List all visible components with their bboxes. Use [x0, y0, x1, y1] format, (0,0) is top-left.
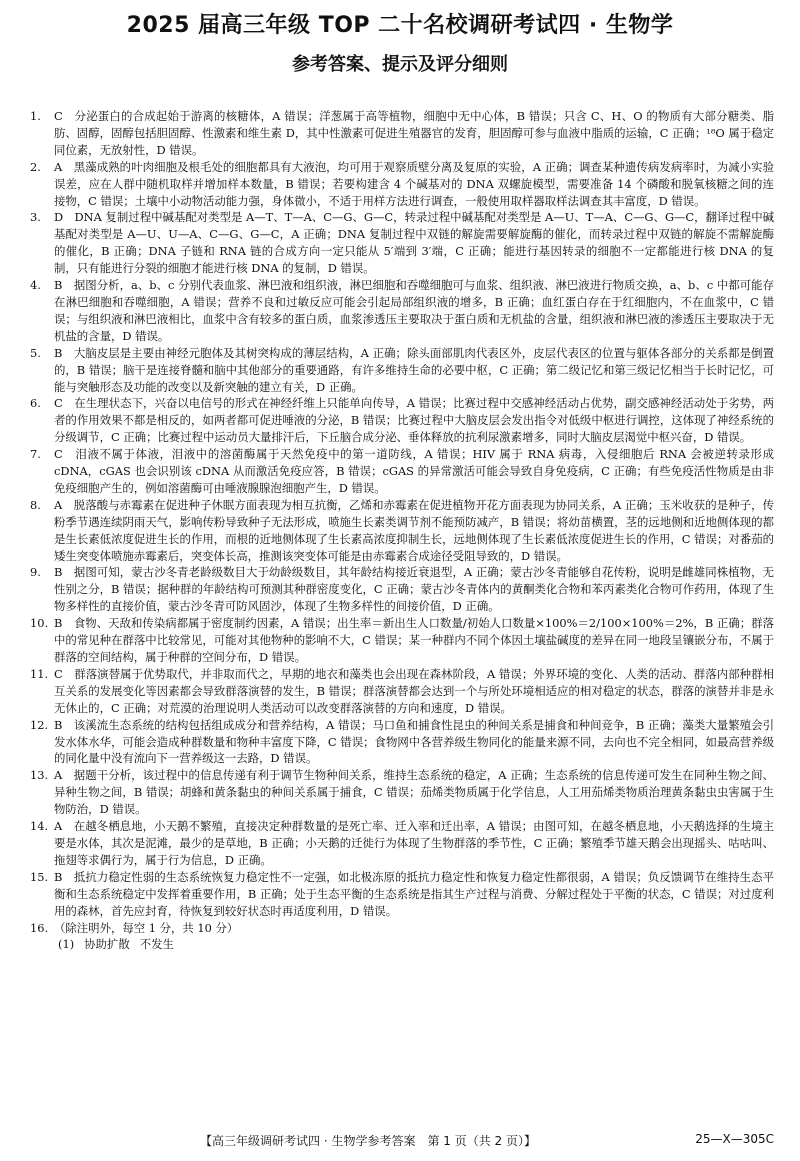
- sub-answer-blank-2: 不发生: [139, 937, 174, 952]
- page-subtitle: 参考答案、提示及评分细则: [292, 54, 508, 75]
- answer-item-13: [30, 767, 774, 818]
- sub-answer-label: (1): [58, 937, 75, 952]
- answer-text: C 泪液不属于体液，泪液中的溶菌酶属于天然免疫中的第一道防线，A 错误；HIV 属于 RNA 病毒，入侵细胞后 RNA 会被逆转录形成 cDNA，cGAS 也会识别该 cDNA 从而激活免疫应答，B 错误；cGAS 的异常激活可能会导致自身免疫病，C 正确；有些免疫活性物质是由非免疫细胞产生的，例如溶菌酶可由唾液腺腺泡细胞产生，D 错误。: [54, 447, 774, 495]
- answer-text: C 分泌蛋白的合成起始于游离的核糖体，A 错误；洋葱属于高等植物，细胞中无中心体，B 错误；只含 C、H、O 的物质有大部分糖类、脂肪、固醇，固醇包括胆固醇、性激素和维生素 D，其中性激素可促进生殖器官的发育，胆固醇可参与血液中脂质的运输，C 正确；¹⁸O 属于稳定同位素，无放射性，D 错误。: [54, 109, 774, 157]
- answer-number: 14.: [30, 819, 49, 834]
- answer-item-7: [30, 446, 774, 497]
- answer-text: B 食物、天敌和传染病都属于密度制约因素，A 错误；出生率＝新出生人口数量/初始人口数量×100%＝2/100×100%＝2%，B 正确；群落中的常见种在群落中比较常见，可能对其他物种的影响不大，C 错误；某一种群内不同个体因土壤盐碱度的差异在同一地段呈镶嵌分布，不属于群落的空间结构，属于种群的空间分布，D 错误。: [54, 616, 774, 664]
- footer-page-info: 【高三年级调研考试四 · 生物学参考答案 第 1 页（共 2 页）】: [200, 1134, 536, 1148]
- answer-text: B 该溪流生态系统的结构包括组成成分和营养结构，A 错误；马口鱼和捕食性昆虫的种间关系是捕食和种间竞争，B 正确；藻类大量繁殖会引发水体水华，可能会造成种群数量和物种丰富度下降，C 错误；食物网中各营养级生物同化的能量来源不同，去向也不完全相同，如最高营养级的同化量中没有流向下一营养级这一去路，D 错误。: [54, 717, 774, 766]
- answer-number: 12.: [30, 717, 49, 732]
- answer-item-16: [30, 920, 774, 954]
- answer-list: [30, 108, 774, 953]
- answer-item-3: [30, 209, 774, 277]
- answer-text: D DNA 复制过程中碱基配对类型是 A—T、T—A、C—G、G—C，转录过程中碱基配对类型是 A—U、T—A、C—G、G—C，翻译过程中碱基配对类型是 A—U、U—A、C—G、G—C，A 正确；DNA 复制过程中双链的解旋需要解旋酶的催化，而转录过程中双链的解旋不需解旋酶的催化，B 正确；DNA 子链和 RNA 链的合成方向一定只能从 5′端到 3′端，C 正确；能进行基因转录的细胞不一定都能进行核 DNA 的复制，只有能进行分裂的细胞才能进行核 DNA 的复制，D 错误。: [54, 210, 774, 276]
- answer-number: 7.: [30, 447, 41, 462]
- page-footer: [0, 1132, 800, 1152]
- footer-code: 25—X—305C: [695, 1132, 774, 1146]
- answer-number: 2.: [30, 159, 41, 174]
- answer-text: C 群落演替属于优势取代，并非取而代之，早期的地衣和藻类也会出现在森林阶段，A 错误；外界环境的变化、人类的活动、群落内部种群相互关系的发展变化等因素都会导致群落演替的发生，B 错误；群落演替都会达到一个与所处环境相适应的相对稳定的状态，群落的演替并非是永无休止的，C 正确；对荒漠的治理说明人类活动可以改变群落演替的方向和速度，D 错误。: [54, 666, 774, 715]
- answer-item-10: [30, 615, 774, 666]
- answer-item-12: [30, 717, 774, 768]
- answer-text: A 脱落酸与赤霉素在促进种子休眠方面表现为相互抗衡，乙烯和赤霉素在促进植物开花方面表现为协同关系，A 正确；玉米收获的是种子，传粉季节遇连续阴雨天气，影响传粉导致种子无法形成，喷施生长素类调节剂不能预防减产，B 错误；将幼苗横置，茎的远地侧和近地侧体现的都是生长素低浓度促进生长的作用，而根的近地侧体现了生长素高浓度抑制生长，远地侧体现了生长素低浓度促进生长的作用，C 错误；对番茄的矮生突变体喷施赤霉素后，突变体长高，推测该突变体可能是由赤霉素合成途径受阻导致的，D 错误。: [54, 497, 774, 563]
- answer-item-1: [30, 108, 774, 159]
- sub-answer-blank-1: 协助扩散: [84, 937, 130, 952]
- answer-number: 10.: [30, 616, 49, 631]
- answer-item-8: [30, 497, 774, 565]
- scoring-note: （除注明外，每空 1 分，共 10 分）: [54, 920, 239, 935]
- answer-text: C 在生理状态下，兴奋以电信号的形式在神经纤维上只能单向传导，A 错误；比赛过程中交感神经活动占优势，副交感神经活动处于劣势，两者的作用效果不都是相反的，如两者都可促进唾液的分泌，B 错误；比赛过程中大脑皮层会发出指令对低级中枢进行调控，这体现了神经系统的分级调节，C 正确；比赛过程中运动员大量排汗后，下丘脑合成分泌、垂体释放的抗利尿激素增多，同时大脑皮层渴觉中枢兴奋，D 错误。: [54, 396, 774, 445]
- answer-item-14: [30, 818, 774, 869]
- answer-number: 3.: [30, 210, 41, 225]
- answer-item-15: [30, 869, 774, 920]
- answer-number: 11.: [30, 666, 49, 681]
- answer-text: A 在越冬栖息地，小天鹅不繁殖，直接决定种群数量的是死亡率、迁入率和迁出率，A 错误；由图可知，在越冬栖息地，小天鹅选择的生境主要是水体，其次是泥滩，最少的是草地，B 正确；小天鹅的迁徙行为体现了生物群落的季节性，C 正确；繁殖季节雄天鹅会出现摇头、咕咕叫、拖翅等求偶行为，属于行为信息，D 正确。: [54, 819, 774, 867]
- answer-text: B 抵抗力稳定性弱的生态系统恢复力稳定性不一定强，如北极冻原的抵抗力稳定性和恢复力稳定性都很弱，A 错误；负反馈调节在维持生态平衡和生态系统稳定中发挥着重要作用，B 正确；处于生态平衡的生态系统是指其生产过程与消费、分解过程处于平衡的状态，C 错误；对过度利用的森林，首先应封育，待恢复到较好状态时再适度利用，D 错误。: [54, 869, 774, 918]
- answer-text: B 大脑皮层是主要由神经元胞体及其树突构成的薄层结构，A 正确；除头面部肌肉代表区外，皮层代表区的位置与躯体各部分的关系都是倒置的，B 错误；脑干是连接脊髓和脑中其他部分的重要通路，有许多维持生命的必要中枢，C 正确；第二级记忆和第三级记忆相当于长时记忆，可能与突触形态及功能的改变以及新突触的建立有关，D 正确。: [54, 345, 774, 394]
- answer-number: 8.: [30, 497, 41, 512]
- answer-number: 16.: [30, 920, 49, 935]
- answer-number: 5.: [30, 345, 41, 360]
- answer-number: 4.: [30, 278, 41, 293]
- answer-text: B 据图分析，a、b、c 分别代表血浆、淋巴液和组织液，淋巴细胞和吞噬细胞可与血浆、组织液、淋巴液进行物质交换，a、b、c 中都可能存在淋巴细胞和吞噬细胞，A 错误；营养不良和过敏反应可能会引起局部组织液的增多，B 正确；血红蛋白存在于红细胞内，不在血浆中，C 错误；与组织液和淋巴液相比，血浆中含有较多的蛋白质，血浆渗透压主要取决于蛋白质和无机盐的含量，组织液和淋巴液的渗透压主要取决于无机盐的含量，D 错误。: [54, 278, 774, 343]
- answer-item-9: [30, 564, 774, 615]
- answer-item-5: [30, 345, 774, 396]
- answer-text: A 黑藻成熟的叶肉细胞及根毛处的细胞都具有大液泡，均可用于观察质壁分离及复原的实验，A 正确；调查某种遗传病发病率时，为减小实验误差，应在人群中随机取样并增加样本数量，B 错误；若要构建含 4 个碱基对的 DNA 双螺旋模型，需要准备 14 个磷酸和脱氧核糖之间的连接物，C 错误；土壤中小动物活动能力强，身体微小，不适于用样方法进行调查，一般使用取样器取样法调查其丰富度，D 错误。: [54, 159, 774, 208]
- sub-answer-1: [54, 936, 774, 953]
- answer-text: B 据图可知，蒙古沙冬青老龄级数目大于幼龄级数目，其年龄结构接近衰退型，A 正确；蒙古沙冬青能够自花传粉，说明是雌雄同株植物，无性别之分，B 错误；据种群的年龄结构可预测其种群密度变化，C 正确；蒙古沙冬青体内的黄酮类化合物和苯丙素类化合物可作药用，体现了生物多样性的直接价值，蒙古沙冬青可防风固沙，体现了生物多样性的间接价值，D 正确。: [54, 565, 774, 614]
- answer-item-4: [30, 277, 774, 345]
- answer-number: 15.: [30, 869, 49, 884]
- answer-number: 1.: [30, 109, 41, 123]
- page-title: 2025 届高三年级 TOP 二十名校调研考试四 · 生物学: [126, 13, 674, 38]
- answer-number: 13.: [30, 768, 49, 783]
- answer-item-2: [30, 159, 774, 210]
- answer-text: A 据题干分析，该过程中的信息传递有利于调节生物种间关系，维持生态系统的稳定，A 正确；生态系统的信息传递可发生在同种生物之间、异种生物之间，B 错误；胡蜂和黄条黏虫的种间关系属于捕食，C 错误；茄烯类物质属于化学信息，人工用茄烯类物质治理黄条黏虫虫害属于生物防治，D 错误。: [54, 768, 774, 817]
- answer-item-11: [30, 666, 774, 717]
- answer-number: 6.: [30, 396, 41, 411]
- answer-number: 9.: [30, 565, 41, 580]
- answer-item-6: [30, 395, 774, 446]
